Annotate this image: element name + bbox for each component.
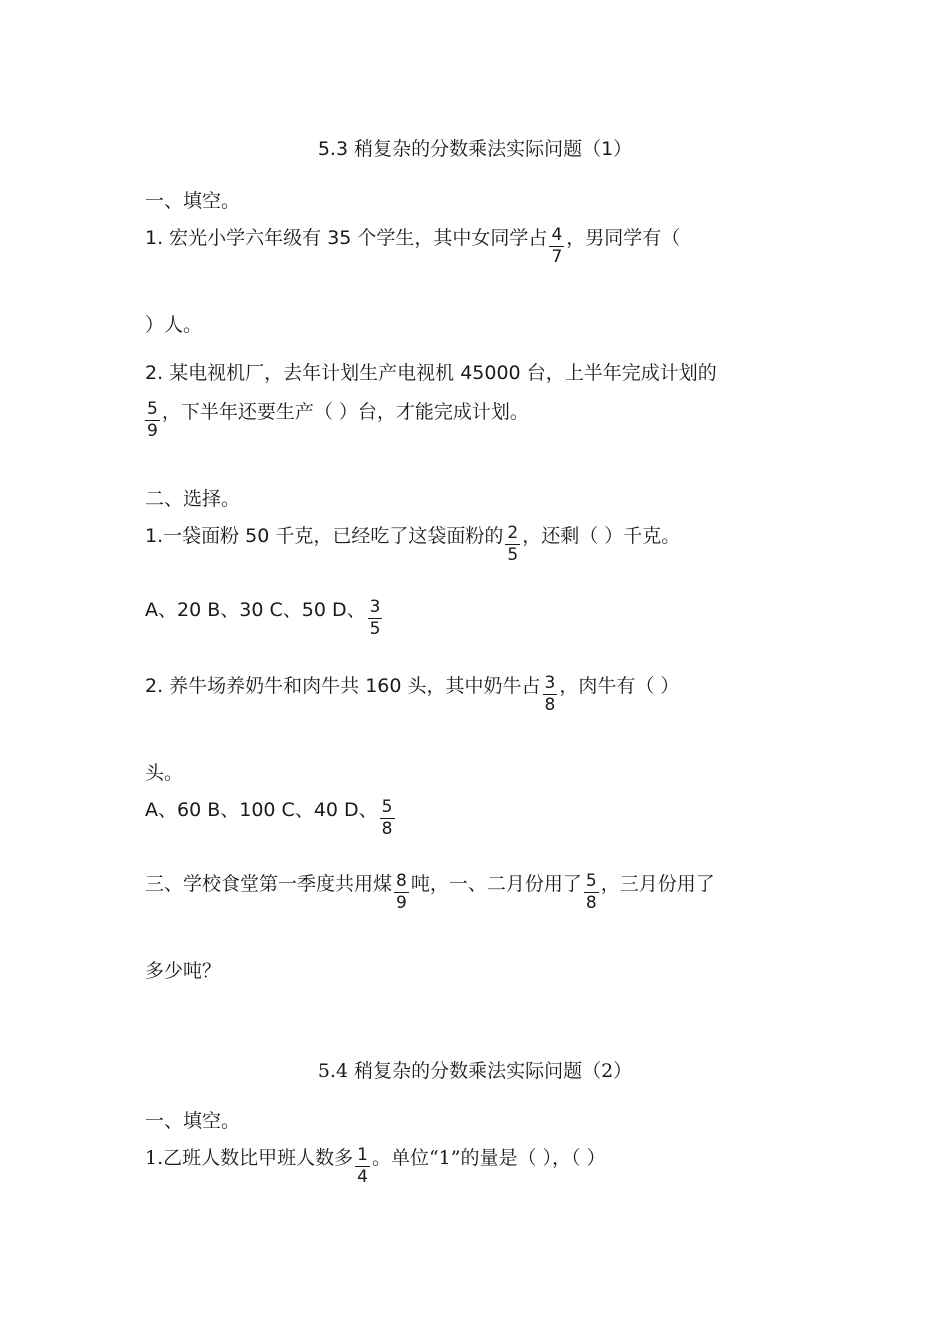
choice-2-options [145, 798, 397, 838]
question-2-cont [145, 400, 529, 440]
fraction: $\frac{5}{8}$ [381, 797, 393, 839]
fraction: $\frac{1}{4}$ [357, 1145, 368, 1187]
question-text: 1.乙班人数比甲班人数多 [145, 1147, 354, 1169]
question-1 [145, 226, 680, 266]
section-title: 5.4 稍复杂的分数乘法实际问题（2） [317, 1060, 633, 1082]
fraction: $\frac{5}{9}$ [147, 399, 158, 441]
part-heading: 一、填空。 [145, 1110, 241, 1132]
choice-1 [145, 524, 680, 564]
part-3-cont: 多少吨？ [145, 960, 222, 982]
question-text: ，肉牛有（ ） [559, 675, 680, 697]
part-heading: 二、选择。 [145, 488, 241, 510]
section-title: 5.3 稍复杂的分数乘法实际问题（1） [317, 138, 633, 160]
question-text: ，还剩（ ）千克。 [522, 525, 681, 547]
question-text: 吨，一、二月份用了 [410, 873, 582, 895]
question-text: 2. 养牛场养奶牛和肉牛共 160 头，其中奶牛占 [145, 675, 541, 697]
question-1-cont: ）人。 [145, 314, 203, 336]
options-text: A、20 B、30 C、50 D、 [145, 599, 366, 621]
fraction: $\frac{8}{9}$ [396, 871, 407, 913]
part-3-question [145, 872, 715, 912]
question-text: 。单位“1”的量是（ ），（ ） [371, 1147, 606, 1169]
question-text: 1. 宏光小学六年级有 35 个学生，其中女同学占 [145, 227, 548, 249]
question-text: ，三月份用了 [600, 873, 715, 895]
fraction: $\frac{3}{8}$ [544, 673, 556, 715]
options-text: A、60 B、100 C、40 D、 [145, 799, 378, 821]
fraction: $\frac{3}{5}$ [369, 597, 381, 639]
question-1 [145, 1146, 606, 1186]
question-text: ，男同学有（ [566, 227, 681, 249]
question-text: 1.一袋面粉 50 千克，已经吃了这袋面粉的 [145, 525, 504, 547]
question-2: 2. 某电视机厂，去年计划生产电视机 45000 台，上半年完成计划的 [145, 362, 717, 384]
question-text: 三、学校食堂第一季度共用煤 [145, 873, 393, 895]
fraction: $\frac{5}{8}$ [585, 871, 597, 913]
choice-2-cont: 头。 [145, 762, 184, 784]
choice-1-options [145, 598, 384, 638]
choice-2 [145, 674, 679, 714]
fraction: $\frac{2}{5}$ [507, 523, 519, 565]
part-heading: 一、填空。 [145, 190, 241, 212]
question-text: ，下半年还要生产（ ）台，才能完成计划。 [161, 401, 529, 423]
fraction: $\frac{4}{7}$ [551, 225, 563, 267]
